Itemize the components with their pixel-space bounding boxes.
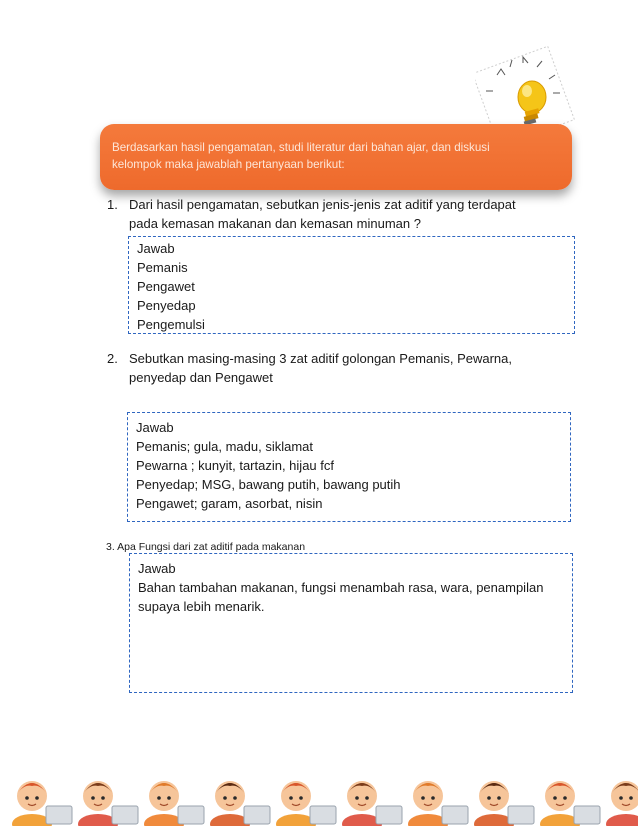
child-figure [408, 781, 468, 826]
child-figure [342, 781, 402, 826]
question-2-number: 2. [107, 351, 118, 366]
question-1-line-1: Dari hasil pengamatan, sebutkan jenis-jenis zat aditif yang terdapat [129, 197, 516, 212]
answer-3-lines [138, 559, 568, 616]
answer-3-line: supaya lebih menarik. [138, 599, 265, 614]
question-3: 3. Apa Fungsi dari zat aditif pada makanan [106, 541, 306, 553]
answer-1-line: Pengemulsi [137, 317, 205, 332]
question-2-line-2: penyedap dan Pengawet [129, 370, 273, 385]
answer-box-1[interactable] [128, 236, 575, 334]
answer-1-line: Pemanis [137, 260, 188, 275]
instruction-text [112, 139, 562, 173]
children-with-laptops-illustration [0, 762, 638, 826]
child-figure [210, 781, 270, 826]
answer-2-line: Pengawet; garam, asorbat, nisin [136, 496, 323, 511]
answer-box-3[interactable] [129, 553, 573, 693]
question-1-line-2: pada kemasan makanan dan kemasan minuman ? [129, 216, 421, 231]
child-figure [144, 781, 204, 826]
answer-1-line: Penyedap [137, 298, 196, 313]
question-2 [107, 349, 567, 389]
child-figure [606, 781, 638, 826]
answer-2-line: Pewarna ; kunyit, tartazin, hijau fcf [136, 458, 334, 473]
answer-2-line: Penyedap; MSG, bawang putih, bawang putih [136, 477, 401, 492]
instruction-line-2: kelompok maka jawablah pertanyaan berikut: [112, 158, 345, 171]
child-figure [540, 781, 600, 826]
answer-1-lines [137, 239, 205, 334]
answer-1-line: Jawab [137, 241, 175, 256]
child-figure [276, 781, 336, 826]
answer-2-line: Jawab [136, 420, 174, 435]
answer-2-line: Pemanis; gula, madu, siklamat [136, 439, 314, 454]
child-figure [474, 781, 534, 826]
question-1-number: 1. [107, 197, 118, 212]
answer-3-line: Bahan tambahan makanan, fungsi menambah rasa, wara, penampilan [138, 580, 544, 595]
instruction-banner [100, 124, 572, 190]
answer-2-lines [136, 418, 401, 513]
instruction-line-1: Berdasarkan hasil pengamatan, studi literatur dari bahan ajar, dan diskusi [112, 141, 490, 154]
answer-box-2[interactable] [127, 412, 571, 522]
child-figure [12, 781, 72, 826]
child-figure [78, 781, 138, 826]
question-2-text [129, 349, 512, 387]
question-1-text [129, 195, 516, 233]
answer-3-line: Jawab [138, 561, 176, 576]
question-1 [107, 195, 567, 235]
question-2-line-1: Sebutkan masing-masing 3 zat aditif golongan Pemanis, Pewarna, [129, 351, 512, 366]
answer-1-line: Pengawet [137, 279, 195, 294]
